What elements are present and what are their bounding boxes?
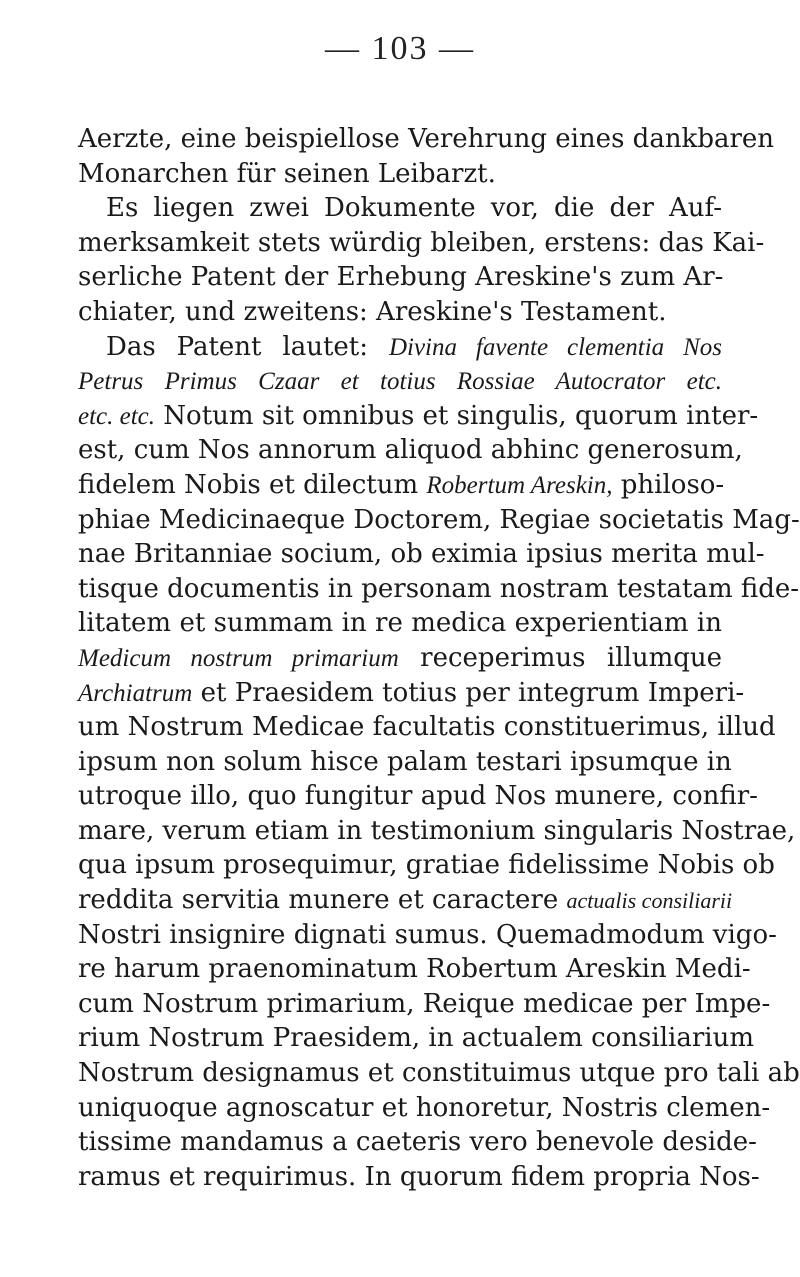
italic-segment: Medicum nostrum primarium [78,644,399,672]
text-line: est, cum Nos annorum aliquod abhinc generosum, [78,435,743,466]
text-line: ramus et requirimus. In quorum fidem propria Nos- [78,1161,760,1192]
text-line [78,399,759,434]
text-line: phiae Medicinaeque Doctorem, Regiae societatis Mag- [78,504,800,535]
text-line: Monarchen für seinen Leibarzt. [78,158,496,189]
text-line: Aerzte, eine beispiellose Verehrung eines dankbaren [78,124,775,154]
text-line: Nostri insignire dignati sumus. Quemadmodum vigo- [78,919,777,950]
text-segment: Das Patent lautet: [106,331,369,362]
text-line: uniquoque agnoscatur et honoretur, Nostris clemen- [78,1092,771,1123]
text-line: merksamkeit stets würdig bleiben, erstens: das Kai- [78,227,765,258]
italic-segment: Robertum Areskin, [426,471,613,499]
text-line: cum Nostrum primarium, Reique medicae per Impe- [78,988,771,1019]
text-segment: philoso- [620,469,725,500]
text-segment: et Praesidem totius per integrum Imperi- [200,677,745,708]
text-line [78,883,733,918]
text-line: Es liegen zwei Dokumente vor, die der Auf- [106,193,722,224]
text-line: mare, verum etiam in testimonium singularis Nostrae, [78,815,796,846]
text-line: tissime mandamus a caeteris vero benevole deside- [78,1127,757,1158]
text-line: re harum praenominatum Robertum Areskin Medi- [78,954,751,985]
italic-segment: Petrus Primus Czaar et totius Rossiae Autocrator etc. [78,368,722,396]
text-line: ipsum non solum hisce palam testari ipsumque in [78,746,732,777]
text-line: utroque illo, quo fungitur apud Nos munere, confir- [78,781,758,812]
text-line: nae Britanniae socium, ob eximia ipsius merita mul- [78,539,765,570]
text-segment: receperimus illumque [420,642,722,673]
text-line: qua ipsum prosequimur, gratiae fidelissime Nobis ob [78,850,775,881]
italic-segment: Archiatrum [78,679,193,707]
text-segment: fidelem Nobis et dilectum [78,469,419,500]
text-line [78,468,725,503]
text-line: rium Nostrum Praesidem, in actualem consiliarium [78,1023,754,1054]
text-line [78,676,745,711]
text-line: litatem et summam in re medica experientiam in [78,608,722,639]
text-line: um Nostrum Medicae facultatis constituerimus, illud [78,712,776,743]
text-line [78,330,722,365]
text-line: Nostrum designamus et constituimus utque pro tali ab [78,1058,800,1089]
italic-segment: Divina favente clementia Nos [388,333,723,361]
text-segment: Notum sit omnibus et singulis, quorum inter- [163,400,759,431]
text-line [78,641,722,676]
text-line [78,364,722,399]
body-text [78,122,800,1194]
italic-segment: etc. etc. [78,402,156,430]
text-line: tisque documentis in personam nostram testatam fide- [78,573,800,604]
italic-segment: actualis consiliarii [566,888,733,914]
page-number: — 103 — [325,30,475,67]
text-segment: reddita servitia munere et caractere [78,885,559,916]
text-line: chiater, und zweitens: Areskine's Testament. [78,296,667,327]
text-line: serliche Patent der Erhebung Areskine's zum Ar- [78,262,724,293]
